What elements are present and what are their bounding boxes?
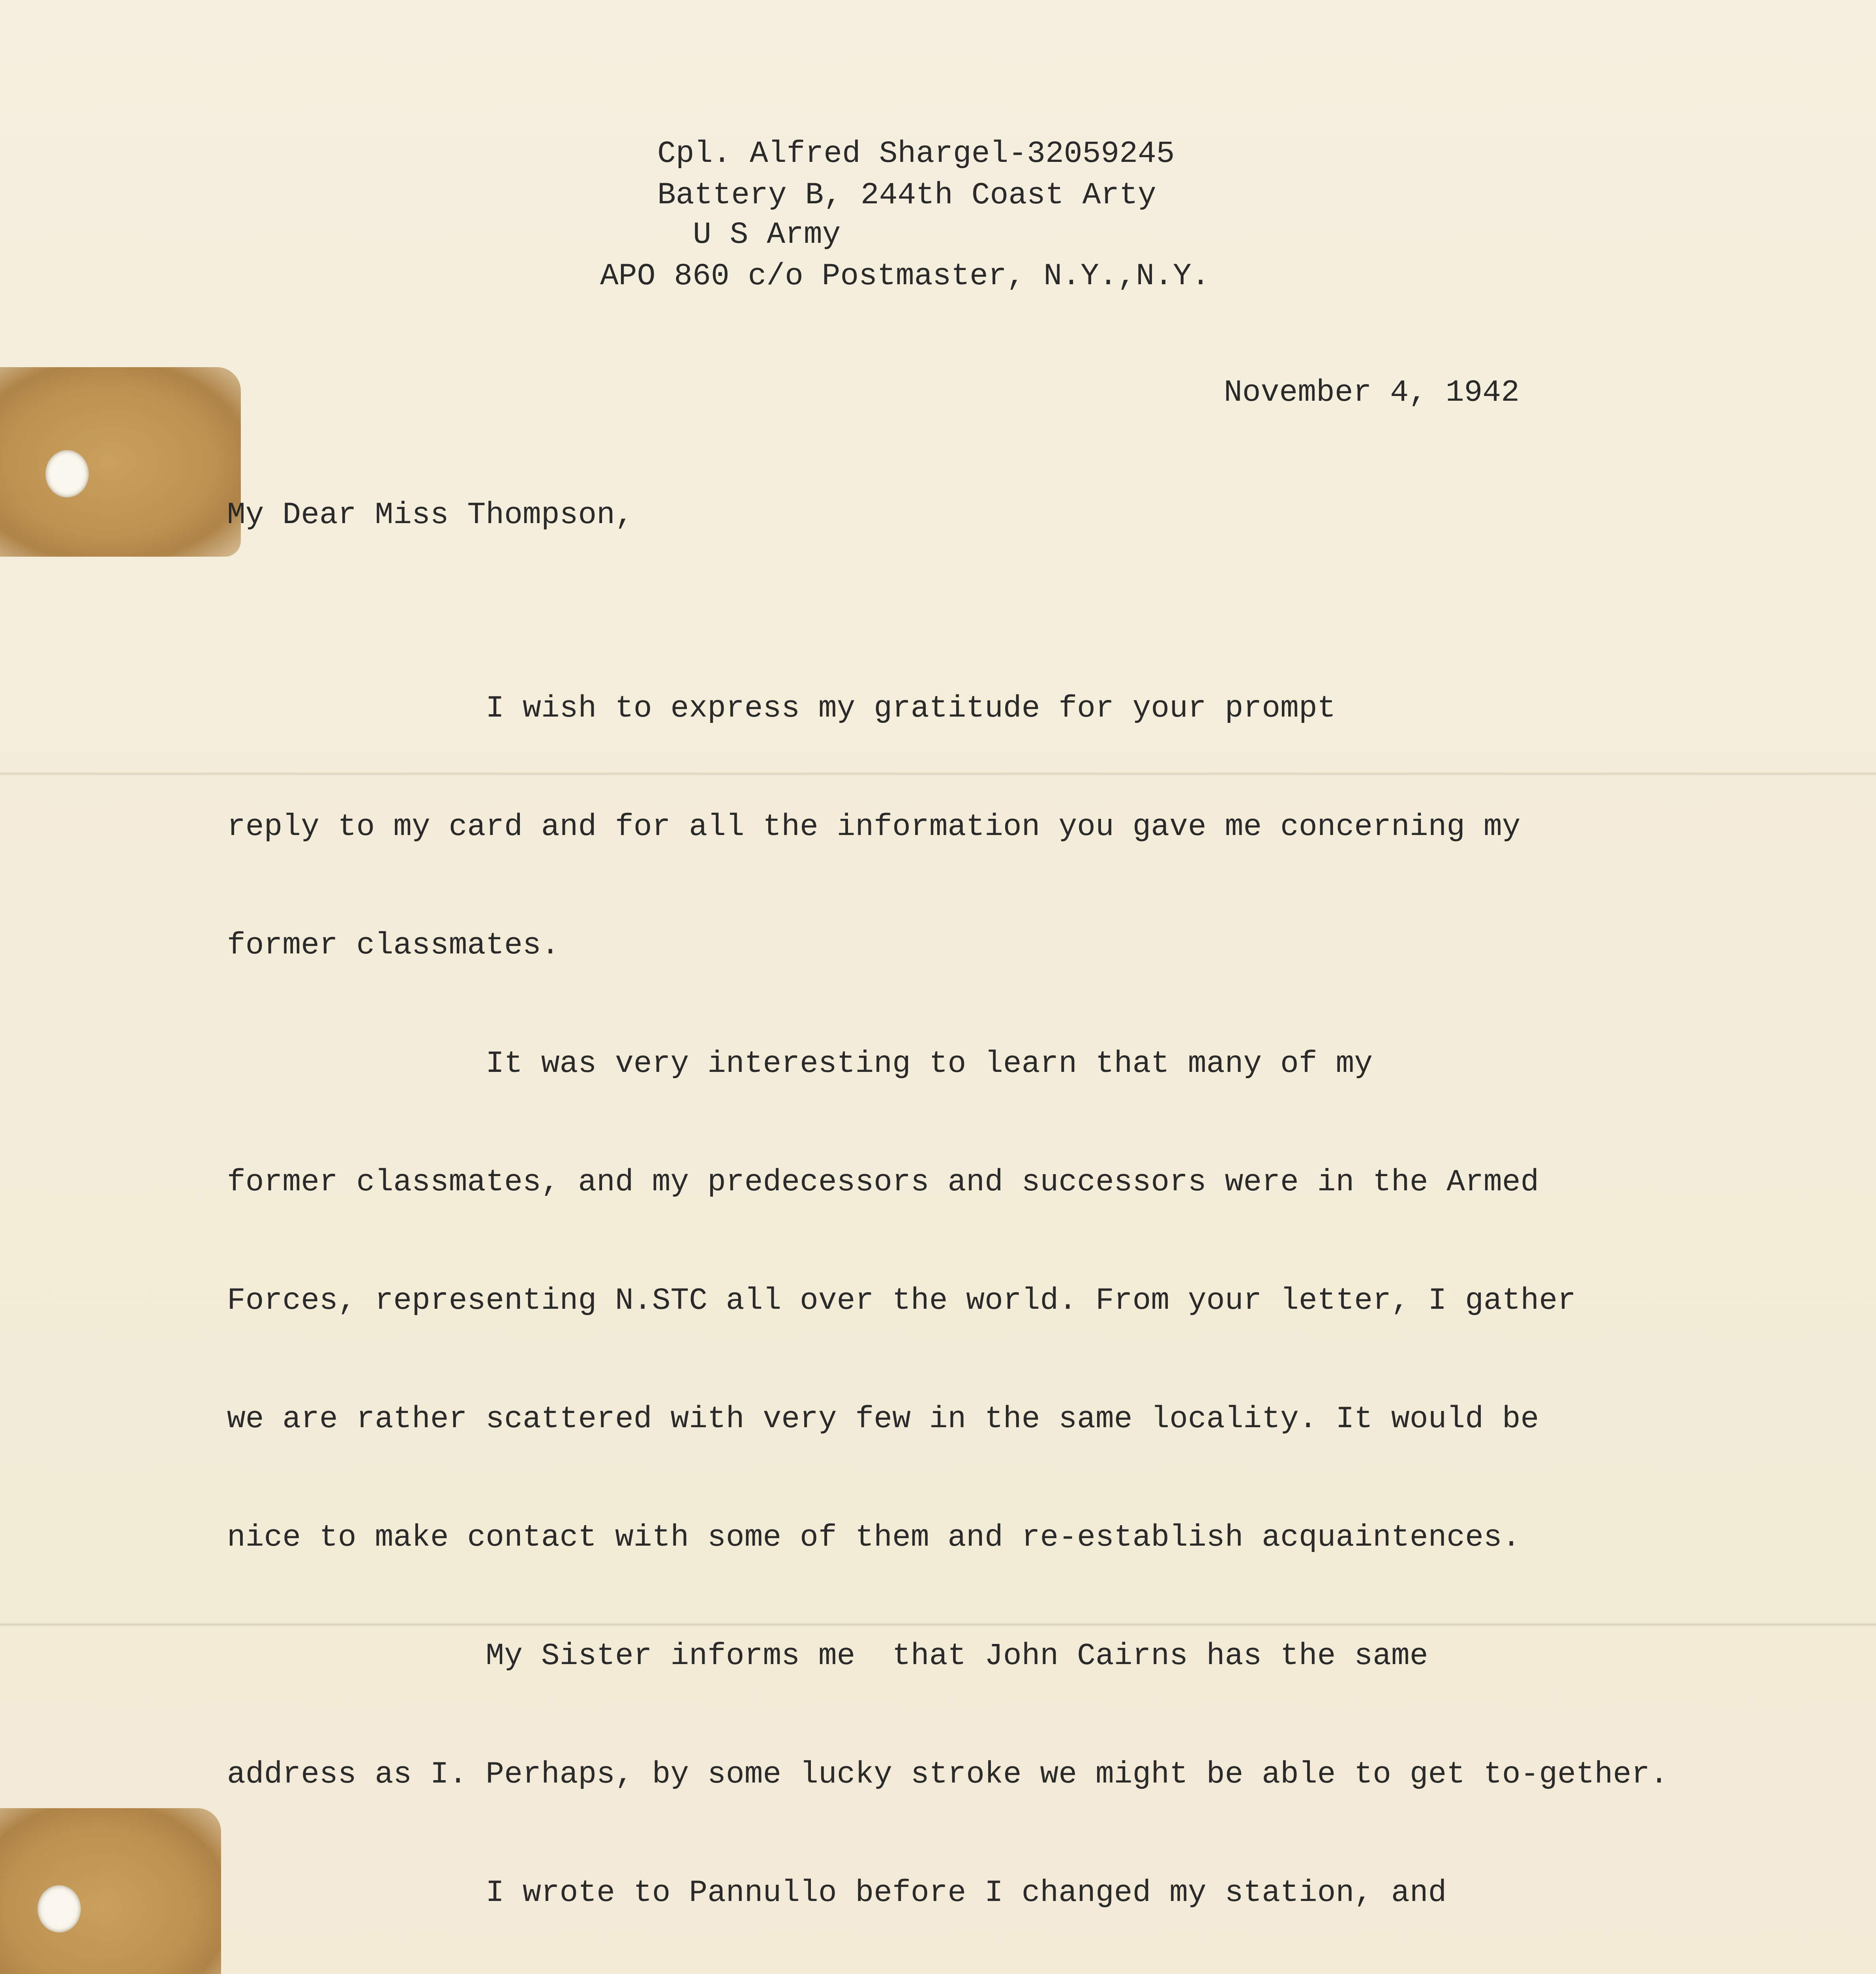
letterhead-line: U S Army <box>693 218 841 252</box>
letterhead-line: APO 860 c/o Postmaster, N.Y.,N.Y. <box>600 259 1210 294</box>
body-line: former classmates, and my predecessors and successors were in the Armed <box>227 1165 1539 1200</box>
tape-patch-top <box>0 367 241 557</box>
body-line: address as I. Perhaps, by some lucky stroke we might be able to get to-gether. <box>227 1757 1668 1792</box>
body-line: I wish to express my gratitude for your prompt <box>227 691 1336 726</box>
body-line: It was very interesting to learn that many of my <box>227 1047 1373 1081</box>
body-line: former classmates. <box>227 928 560 963</box>
body-line: I wrote to Pannullo before I changed my station, and <box>227 1876 1447 1910</box>
body-line: we are rather scattered with very few in the same locality. It would be <box>227 1402 1539 1437</box>
body-line: nice to make contact with some of them and re-establish acquaintences. <box>227 1520 1521 1555</box>
punch-hole-icon <box>38 1885 81 1933</box>
body-line: Forces, representing N.STC all over the world. From your letter, I gather <box>227 1283 1576 1318</box>
letter-body <box>227 610 1806 1974</box>
salutation: My Dear Miss Thompson, <box>227 498 634 533</box>
letterhead-line: Cpl. Alfred Shargel-32059245 <box>657 137 1175 171</box>
letter-date: November 4, 1942 <box>1224 375 1520 410</box>
tape-patch-bottom <box>0 1808 221 1974</box>
punch-hole-icon <box>45 450 89 497</box>
body-line: My Sister informs me that John Cairns has the same <box>227 1639 1428 1674</box>
letterhead-line: Battery B, 244th Coast Arty <box>657 178 1156 213</box>
body-line: reply to my card and for all the information you gave me concerning my <box>227 810 1521 844</box>
